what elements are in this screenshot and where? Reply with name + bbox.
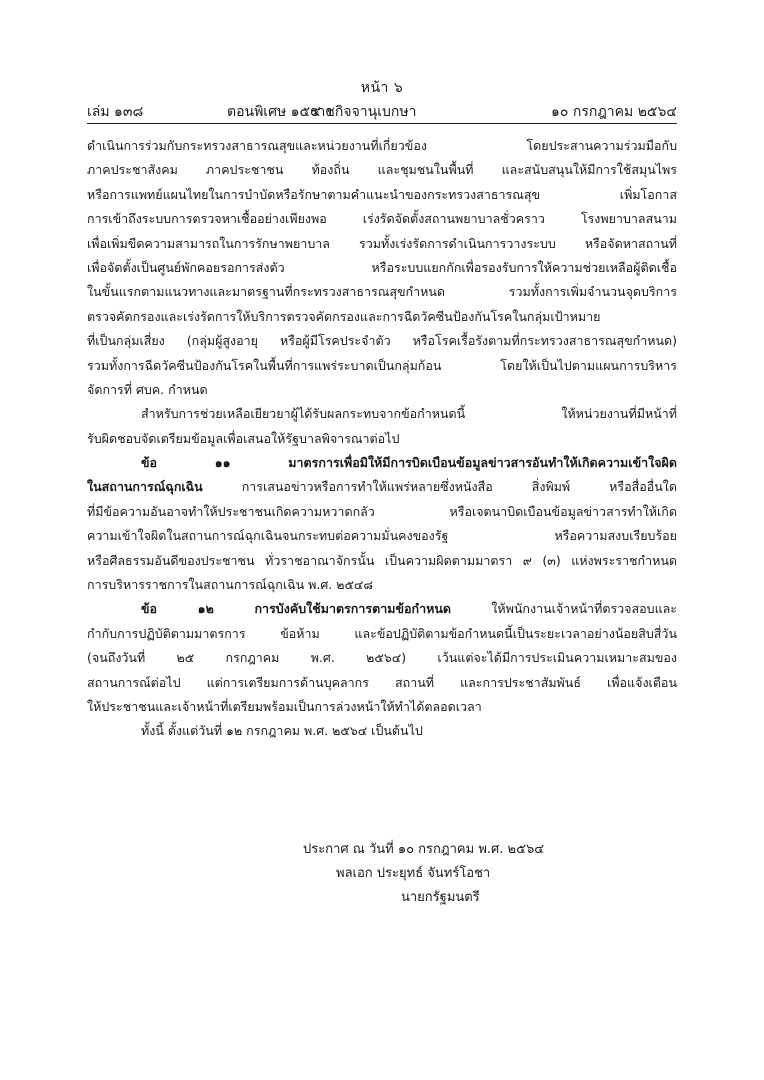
text-line: การเข้าถึงระบบการตรวจหาเชื้ออย่างเพียงพอ เร่งรัดจัดตั้งสถานพยาบาลชั่วคราว โรงพยาบาลสนาม [87,211,677,227]
text-line: หรือศีลธรรมอันดีของประชาชน ทั่วราชอาณาจักรนั้น เป็นความผิดตามมาตรา ๙ (๓) แห่งพระราชกำหนด [87,552,677,568]
header-issue: ตอนพิเศษ ๑๕๔ ง [227,104,333,120]
clause-heading: ข้อ ๑๑ มาตรการเพื่อมิให้มีการบิดเบือนข้อมูลข่าวสารอันทำให้เกิดความเข้าใจผิด [141,455,677,471]
text-line [87,597,677,621]
announcement-date: ประกาศ ณ วันที่ ๑๐ กรกฎาคม พ.ศ. ๒๕๖๔ [303,842,545,857]
text-line: ที่มีข้อความอันอาจทำให้ประชาชนเกิดความหวาดกลัว หรือเจตนาบิดเบือนข้อมูลข่าวสารทำให้เกิด [87,503,677,519]
text-line: สำหรับการช่วยเหลือเยียวยาผู้ได้รับผลกระทบจากข้อกำหนดนี้ ให้หน่วยงานที่มีหน้าที่ [141,406,677,422]
text-line: ให้ประชาชนและเจ้าหน้าที่เตรียมพร้อมเป็นการล่วงหน้าให้ทำได้ตลอดเวลา [87,698,482,714]
clause-12 [87,597,677,719]
signatory-position: นายกรัฐมนตรี [401,890,480,905]
text-line: กำกับการปฏิบัติตามมาตรการ ข้อห้าม และข้อปฏิบัติตามข้อกำหนดนี้เป็นระยะเวลาอย่างน้อยสิบสี่วัน [87,625,677,641]
header-rule [87,123,677,124]
text-line [87,475,677,499]
text-line: ตรวจคัดกรองและเร่งรัดการให้บริการตรวจคัดกรองและการฉีดวัคซีนป้องกันโรคในกลุ่มเป้าหมาย [87,308,601,324]
text-line: เพื่อเพิ่มขีดความสามารถในการรักษาพยาบาล รวมทั้งเร่งรัดการดำเนินการวางระบบ หรือจัดหาสถานที่ [87,235,677,251]
text-line: ที่เป็นกลุ่มเสี่ยง (กลุ่มผู้สูงอายุ หรือผู้มีโรคประจำตัว หรือโรคเรื้อรังตามที่กระทรวงสาธารณสุขกำหนด) [87,333,677,349]
text-line: สถานการณ์ต่อไป แต่การเตรียมการด้านบุคลากร สถานที่ และการประชาสัมพันธ์ เพื่อแจ้งเตือน [87,674,677,690]
clause-text: ให้พนักงานเจ้าหน้าที่ตรวจสอบและ [491,601,677,617]
text-line: ความเข้าใจผิดในสถานการณ์ฉุกเฉินจนกระทบต่อความมั่นคงของรัฐ หรือความสงบเรียบร้อย [87,528,677,544]
header-gazette-name: ราชกิจจานุเบกษา [310,104,417,120]
text-line: เพื่อจัดตั้งเป็นศูนย์พักคอยรอการส่งตัว หรือระบบแยกกักเพื่อรองรับการให้ความช่วยเหลือผู้ติดเชื้อ [87,259,677,275]
paragraph-measures [87,134,677,402]
clause-text: การเสนอข่าวหรือการทำให้แพร่หลายซึ่งหนังสือ สิ่งพิมพ์ หรือสื่ออื่นใด [241,479,677,495]
clause-heading: ในสถานการณ์ฉุกเฉิน [87,479,203,495]
gazette-header [87,101,677,121]
page-number: หน้า ๖ [360,80,404,96]
signatory-name: พลเอก ประยุทธ์ จันทร์โอชา [336,866,491,881]
text-line: จัดการที่ ศบค. กำหนด [87,381,208,397]
effective-date-line: ทั้งนี้ ตั้งแต่วันที่ ๑๒ กรกฎาคม พ.ศ. ๒๕๖๔ เป็นต้นไป [141,723,423,739]
text-line: ในขั้นแรกตามแนวทางและมาตรฐานที่กระทรวงสาธารณสุขกำหนด รวมทั้งการเพิ่มจำนวนจุดบริการ [87,284,677,300]
document-body [87,134,677,744]
text-line: รับผิดชอบจัดเตรียมข้อมูลเพื่อเสนอให้รัฐบาลพิจารณาต่อไป [87,430,400,446]
clause-11-heading [87,451,677,475]
header-date: ๑๐ กรกฎาคม ๒๕๖๔ [551,104,677,120]
paragraph-relief [87,402,677,451]
text-line: ดำเนินการร่วมกับกระทรวงสาธารณสุขและหน่วยงานที่เกี่ยวข้อง โดยประสานความร่วมมือกับ [87,138,677,153]
text-line: หรือการแพทย์แผนไทยในการบำบัดหรือรักษาตามคำแนะนำของกระทรวงสาธารณสุข เพิ่มโอกาส [87,186,677,202]
header-volume: เล่ม ๑๓๘ [87,104,144,120]
text-line: รวมทั้งการฉีดวัคซีนป้องกันโรคในพื้นที่การแพร่ระบาดเป็นกลุ่มก้อน โดยให้เป็นไปตามแผนการบริหาร [87,357,677,373]
text-line: การบริหารราชการในสถานการณ์ฉุกเฉิน พ.ศ. ๒๕๔๘ [87,577,374,593]
clause-heading: ข้อ ๑๒ การบังคับใช้มาตรการตามข้อกำหนด [141,601,452,617]
clause-11 [87,451,677,597]
text-line: ภาคประชาสังคม ภาคประชาชน ท้องถิ่น และชุมชนในพื้นที่ และสนับสนุนให้มีการใช้สมุนไพร [87,162,677,178]
text-line: (จนถึงวันที่ ๒๕ กรกฎาคม พ.ศ. ๒๕๖๔) เว้นแต่จะได้มีการประเมินความเหมาะสมของ [87,650,677,666]
